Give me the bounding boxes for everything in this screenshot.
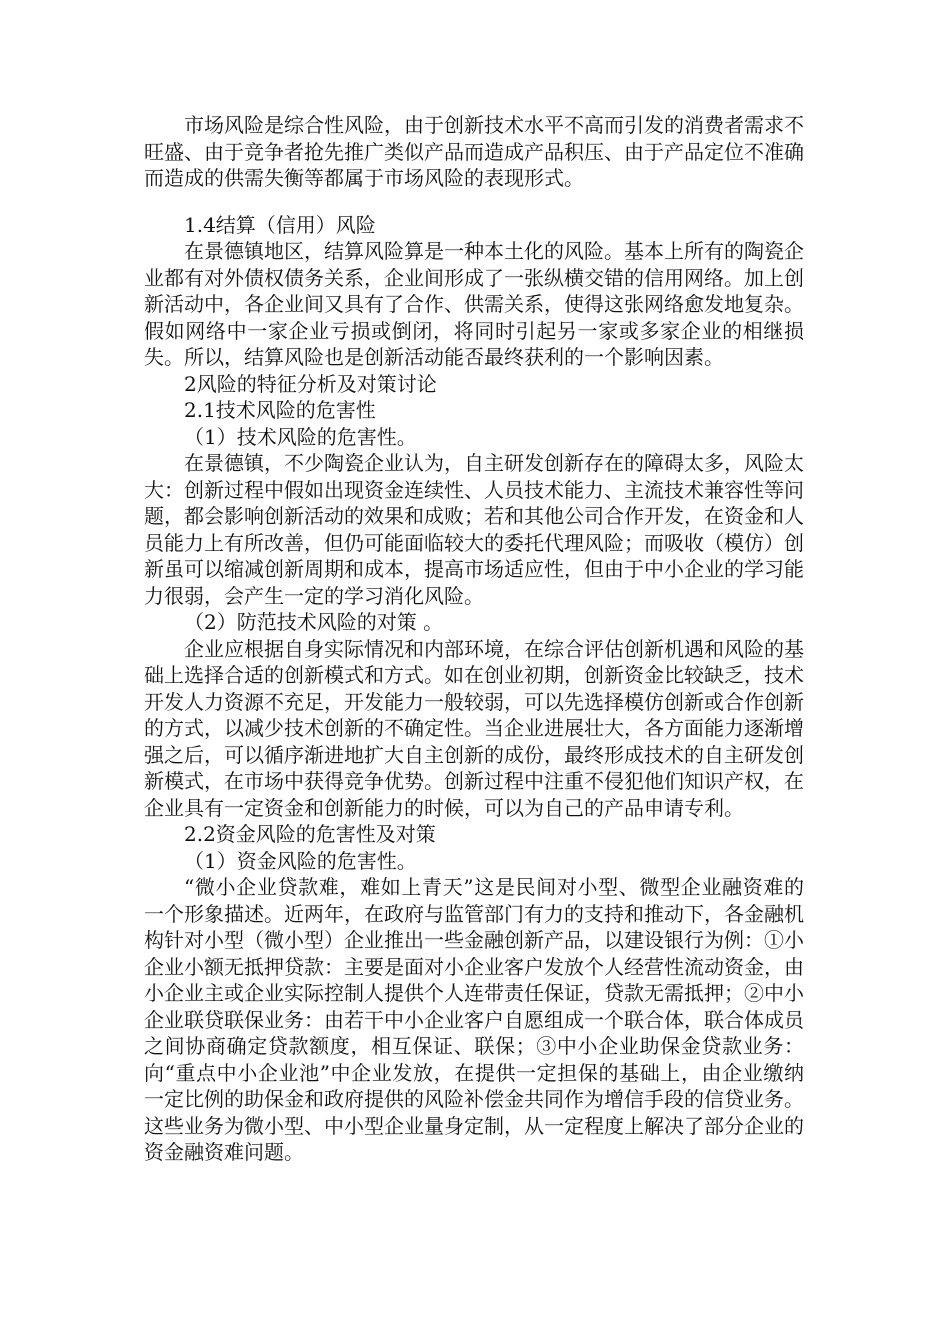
paragraph-tech-risk-countermeasure: 企业应根据自身实际情况和内部环境，在综合评估创新机遇和风险的基础上选择合适的创新模式和方式。如在创业初期，创新资金比较缺乏，技术开发人力资源不充足，开发能力一般较弱，可以先选择模仿创新或合作创新的方式，以减少技术创新的不确定性。当企业进展壮大，各方面能力逐渐增强之后，可以循序渐进地扩大自主创新的成份，最终形成技术的自主研发创新模式，在市场中获得竞争优势。创新过程中注重不侵犯他们知识产权，在企业具有一定资金和创新能力的时候，可以为自己的产品申请专利。 [144,636,804,820]
heading-settlement-risk: 1.4结算（信用）风险 [184,212,376,237]
subheading-capital-risk-harm: （1）资金风险的危害性。 [184,848,417,873]
subheading-tech-risk-countermeasure: （2）防范技术风险的对策 。 [184,610,444,634]
heading-capital-risk: 2.2资金风险的危害性及对策 [184,822,436,846]
paragraph-capital-risk-harm: “微小企业贷款难，难如上青天”这是民间对小型、微型企业融资难的一个形象描述。近两年，在政府与监管部门有力的支持和推动下，各金融机构针对小型（微小型）企业推出一些金融创新产品，以建设银行为例：①小企业小额无抵押贷款：主要是面对小企业客户发放个人经营性流动资金，由小企业主或企业实际控制人提供个人连带责任保证，贷款无需抵押；②中小企业联贷联保业务：由若干中小企业客户自愿组成一个联合体，联合体成员之间协商确定贷款额度，相互保证、联保；③中小企业助保金贷款业务：向“重点中小企业池”中企业发放，在提供一定担保的基础上，由企业缴纳一定比例的助保金和政府提供的风险补偿金共同作为增信手段的信贷业务。这些业务为微小型、中小型企业量身定制，从一定程度上解决了部分企业的资金融资难问题。 [144,875,804,1164]
heading-tech-risk: 2.1技术风险的危害性 [184,398,376,422]
paragraph-settlement-risk: 在景德镇地区，结算风险算是一种本土化的风险。基本上所有的陶瓷企业都有对外债权债务关系，企业间形成了一张纵横交错的信用网络。加上创新活动中，各企业间又具有了合作、供需关系，使得这张网络愈发地复杂。假如网络中一家企业亏损或倒闭，将同时引起另一家或多家企业的相继损失。所以，结算风险也是创新活动能否最终获利的一个影响因素。 [144,239,804,369]
heading-risk-analysis: 2风险的特征分析及对策讨论 [184,371,437,396]
paragraph-tech-risk-harm: 在景德镇，不少陶瓷企业认为，自主研发创新存在的障碍太多，风险太大：创新过程中假如出现资金连续性、人员技术能力、主流技术兼容性等问题，都会影响创新活动的效果和成败；若和其他公司合作开发，在资金和人员能力上有所改善，但仍可能面临较大的委托代理风险；而吸收（模仿）创新虽可以缩减创新周期和成本，提高市场适应性，但由于中小企业的学习能力很弱，会产生一定的学习消化风险。 [144,451,804,608]
paragraph-market-risk: 市场风险是综合性风险，由于创新技术水平不高而引发的消费者需求不旺盛、由于竞争者抢先推广类似产品而造成产品积压、由于产品定位不准确而造成的供需失衡等都属于市场风险的表现形式。 [144,113,804,190]
document-page [144,112,804,1166]
subheading-tech-risk-harm: （1）技术风险的危害性。 [184,424,417,449]
